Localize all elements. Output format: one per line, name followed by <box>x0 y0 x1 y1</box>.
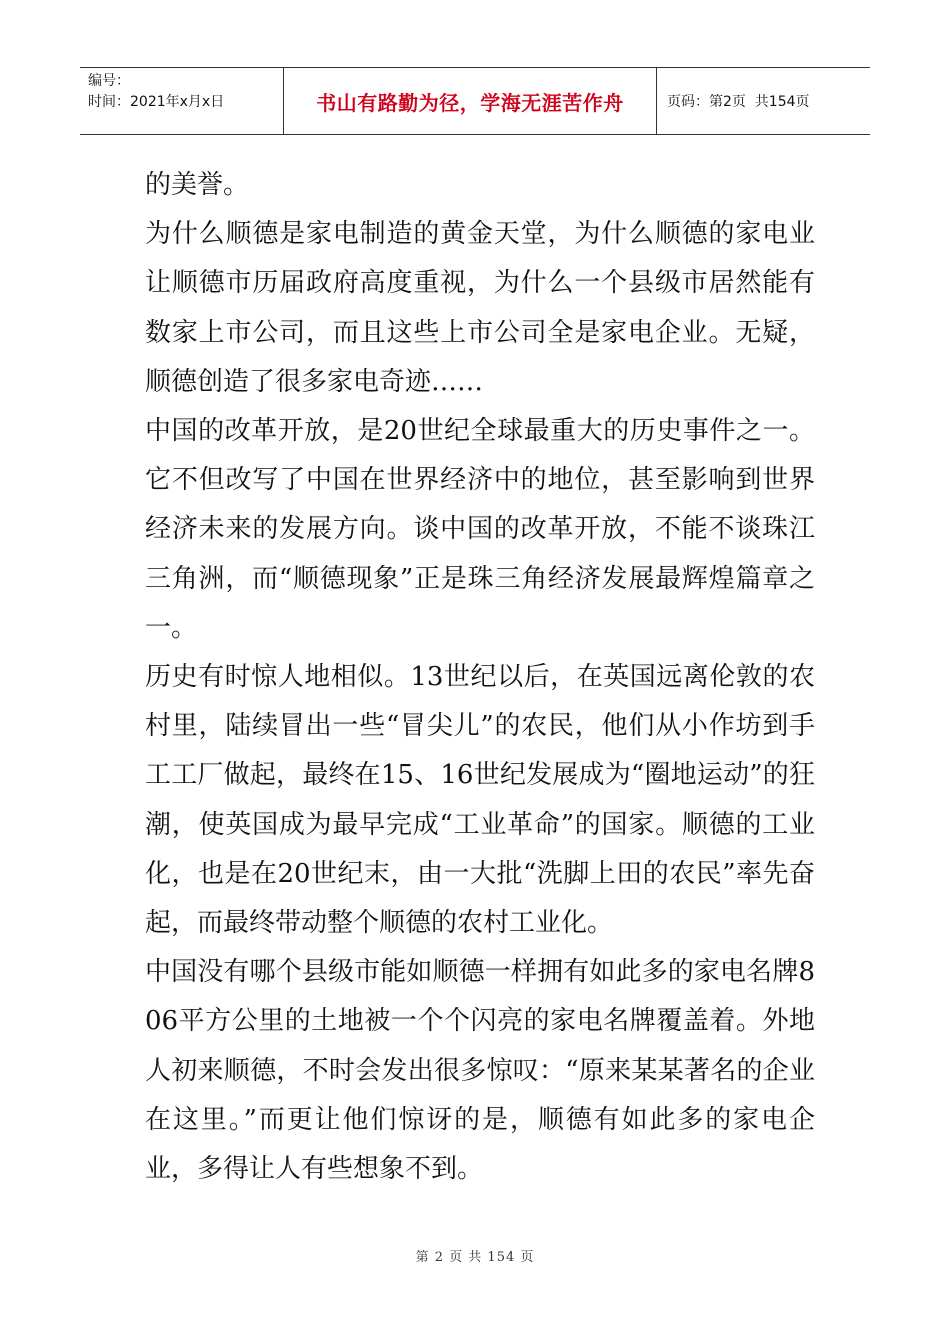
paragraph: 为什么顺德是家电制造的黄金天堂，为什么顺德的家电业让顺德市历届政府高度重视，为什么一个县级市居然能有数家上市公司，而且这些上市公司全是家电企业。无疑，顺德创造了很多家电奇迹…… <box>145 219 815 397</box>
document-body <box>145 161 815 1194</box>
date-label: 时间：2021年x月x日 <box>88 94 225 110</box>
paragraph: 中国没有哪个县级市能如顺德一样拥有如此多的家电名牌806平方公里的土地被一个个闪亮的家电名牌覆盖着。外地人初来顺德，不时会发出很多惊叹：“原来某某著名的企业在这里。”而更让他们惊讶的是，顺德有如此多的家电企业，多得让人有些想象不到。 <box>145 957 815 1185</box>
header-page-info: 页码：第2页 共154页 <box>667 94 810 110</box>
paragraph: 的美誉。 <box>145 170 250 200</box>
page-header <box>80 67 870 135</box>
page-footer: 第 2 页 共 154 页 <box>415 1250 535 1265</box>
paragraph: 历史有时惊人地相似。13世纪以后，在英国远离伦敦的农村里，陆续冒出一些“冒尖儿”的农民，他们从小作坊到手工工厂做起，最终在15、16世纪发展成为“圈地运动”的狂潮，使英国成为最早完成“工业革命”的国家。顺德的工业化，也是在20世纪末，由一大批“洗脚上田的农民”率先奋起，而最终带动整个顺德的农村工业化。 <box>145 662 815 939</box>
serial-number-label: 编号： <box>88 73 130 89</box>
header-motto: 书山有路勤为径，学海无涯苦作舟 <box>283 68 657 134</box>
header-meta <box>80 68 283 134</box>
paragraph: 中国的改革开放，是20世纪全球最重大的历史事件之一。它不但改写了中国在世界经济中的地位，甚至影响到世界经济未来的发展方向。谈中国的改革开放，不能不谈珠江三角洲，而“顺德现象”正是珠三角经济发展最辉煌篇章之一。 <box>145 416 815 643</box>
